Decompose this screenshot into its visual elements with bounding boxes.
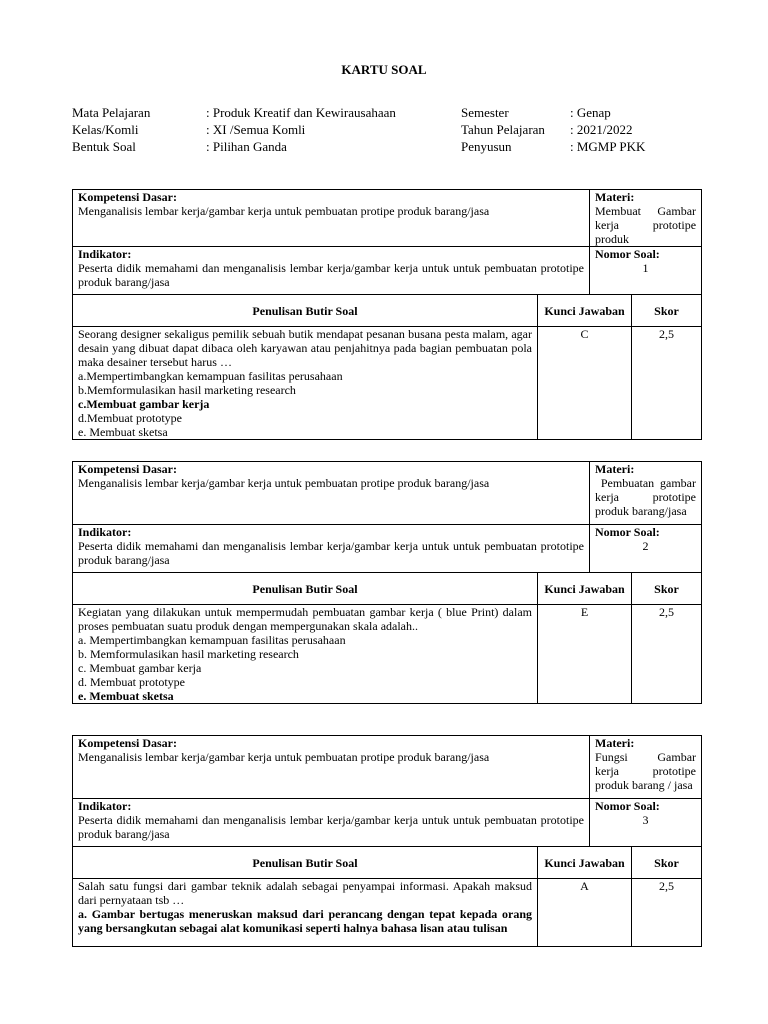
option-d: d. Membuat prototype (78, 675, 185, 689)
nomor-value: 3 (642, 813, 649, 827)
option-b: b.Memformulasikan hasil marketing research (78, 383, 296, 397)
skor-value: 2,5 (632, 605, 702, 704)
nomor-value: 1 (642, 261, 649, 275)
penulisan-header: Penulisan Butir Soal (73, 573, 538, 605)
meta-value: : MGMP PKK (570, 139, 646, 154)
nomor-label: Nomor Soal: (595, 799, 660, 813)
meta-row (72, 121, 712, 138)
meta-label: Bentuk Soal (72, 139, 136, 154)
materi-cell (590, 190, 702, 247)
materi-text: Membuat Gambar kerja prototipe produk (595, 204, 697, 246)
nomor-label: Nomor Soal: (595, 247, 660, 261)
option-a: a. Gambar bertugas meneruskan maksud dari perancang dengan tepat kepada orang yang bersangkutan sebagai alat komunikasi seperti halnya bahasa lisan atau tulisan (78, 907, 532, 935)
question-cell (73, 879, 538, 947)
option-c: c.Membuat gambar kerja (78, 397, 210, 411)
kd-label: Kompetensi Dasar: (78, 736, 177, 750)
question-text: Seorang designer sekaligus pemilik sebuah butik mendapat pesanan busana pesta malam, agar desain yang dibuat dapat dibaca oleh karyawan atau penjahitnya pada bagian pembuatan pola maka desainer tersebut harus … (78, 327, 532, 369)
question-cell (73, 327, 538, 440)
option-e: e. Membuat sketsa (78, 689, 174, 703)
meta-row (72, 104, 712, 121)
kompetensi-cell (73, 462, 590, 525)
penulisan-header: Penulisan Butir Soal (73, 295, 538, 327)
option-a: a. Mempertimbangkan kemampuan fasilitas perusahaan (78, 633, 346, 647)
meta-label: Tahun Pelajaran (461, 122, 545, 137)
indikator-cell (73, 247, 590, 295)
meta-label: Penyusun (461, 139, 512, 154)
kunci-header: Kunci Jawaban (538, 847, 632, 879)
indikator-cell (73, 799, 590, 847)
meta-value: : 2021/2022 (570, 122, 633, 137)
materi-cell (590, 736, 702, 799)
materi-label: Materi: (595, 462, 635, 476)
nomor-cell (590, 247, 702, 295)
kd-label: Kompetensi Dasar: (78, 462, 177, 476)
materi-label: Materi: (595, 736, 635, 750)
option-e: e. Membuat sketsa (78, 425, 168, 439)
question-text: Salah satu fungsi dari gambar teknik adalah sebagai penyampai informasi. Apakah maksud dari pernyataan tsb … (78, 879, 532, 907)
kunci-value: A (538, 879, 632, 947)
skor-header: Skor (632, 573, 702, 605)
kunci-header: Kunci Jawaban (538, 573, 632, 605)
kd-label: Kompetensi Dasar: (78, 190, 177, 204)
indikator-label: Indikator: (78, 525, 132, 539)
question-cell (73, 605, 538, 704)
kunci-value: C (538, 327, 632, 440)
question-card (72, 461, 702, 704)
question-text: Kegiatan yang dilakukan untuk mempermudah pembuatan gambar kerja ( blue Print) dalam proses pembuatan suatu produk dengan mempergunakan skala adalah.. (78, 605, 532, 633)
penulisan-header: Penulisan Butir Soal (73, 847, 538, 879)
meta-value: : Genap (570, 105, 611, 120)
kunci-value: E (538, 605, 632, 704)
document-title: KARTU SOAL (341, 62, 427, 77)
indikator-text: Peserta didik memahami dan menganalisis lembar kerja/gambar kerja untuk untuk pembuatan prototipe produk barang/jasa (78, 539, 585, 567)
kunci-header: Kunci Jawaban (538, 295, 632, 327)
question-card (72, 189, 702, 440)
meta-value: : XI /Semua Komli (206, 122, 306, 137)
skor-value: 2,5 (632, 879, 702, 947)
materi-label: Materi: (595, 190, 635, 204)
skor-header: Skor (632, 847, 702, 879)
kd-text: Menganalisis lembar kerja/gambar kerja untuk pembuatan protipe produk barang/jasa (78, 750, 490, 764)
skor-value: 2,5 (632, 327, 702, 440)
kompetensi-cell (73, 190, 590, 247)
question-card (72, 735, 702, 947)
meta-label: Mata Pelajaran (72, 105, 151, 120)
indikator-label: Indikator: (78, 247, 132, 261)
meta-value: : Pilihan Ganda (206, 139, 287, 154)
option-b: b. Memformulasikan hasil marketing research (78, 647, 299, 661)
meta-row (72, 138, 712, 155)
nomor-cell (590, 525, 702, 573)
option-d: d.Membuat prototype (78, 411, 182, 425)
materi-text: Pembuatan gambar kerja prototipe produk barang/jasa (595, 476, 700, 518)
meta-value: : Produk Kreatif dan Kewirausahaan (206, 105, 396, 120)
kompetensi-cell (73, 736, 590, 799)
indikator-label: Indikator: (78, 799, 132, 813)
indikator-cell (73, 525, 590, 573)
materi-cell (590, 462, 702, 525)
meta-info (72, 104, 712, 155)
skor-header: Skor (632, 295, 702, 327)
meta-label: Kelas/Komli (72, 122, 139, 137)
indikator-text: Peserta didik memahami dan menganalisis lembar kerja/gambar kerja untuk untuk pembuatan prototipe produk barang/jasa (78, 813, 585, 841)
nomor-cell (590, 799, 702, 847)
indikator-text: Peserta didik memahami dan menganalisis lembar kerja/gambar kerja untuk untuk pembuatan prototipe produk barang/jasa (78, 261, 585, 289)
meta-label: Semester (461, 105, 509, 120)
nomor-value: 2 (642, 539, 649, 553)
kd-text: Menganalisis lembar kerja/gambar kerja untuk pembuatan protipe produk barang/jasa (78, 476, 490, 490)
materi-text: Fungsi Gambar kerja prototipe produk barang / jasa (595, 750, 697, 792)
option-a: a.Mempertimbangkan kemampuan fasilitas perusahaan (78, 369, 343, 383)
nomor-label: Nomor Soal: (595, 525, 660, 539)
option-c: c. Membuat gambar kerja (78, 661, 202, 675)
kd-text: Menganalisis lembar kerja/gambar kerja untuk pembuatan protipe produk barang/jasa (78, 204, 490, 218)
